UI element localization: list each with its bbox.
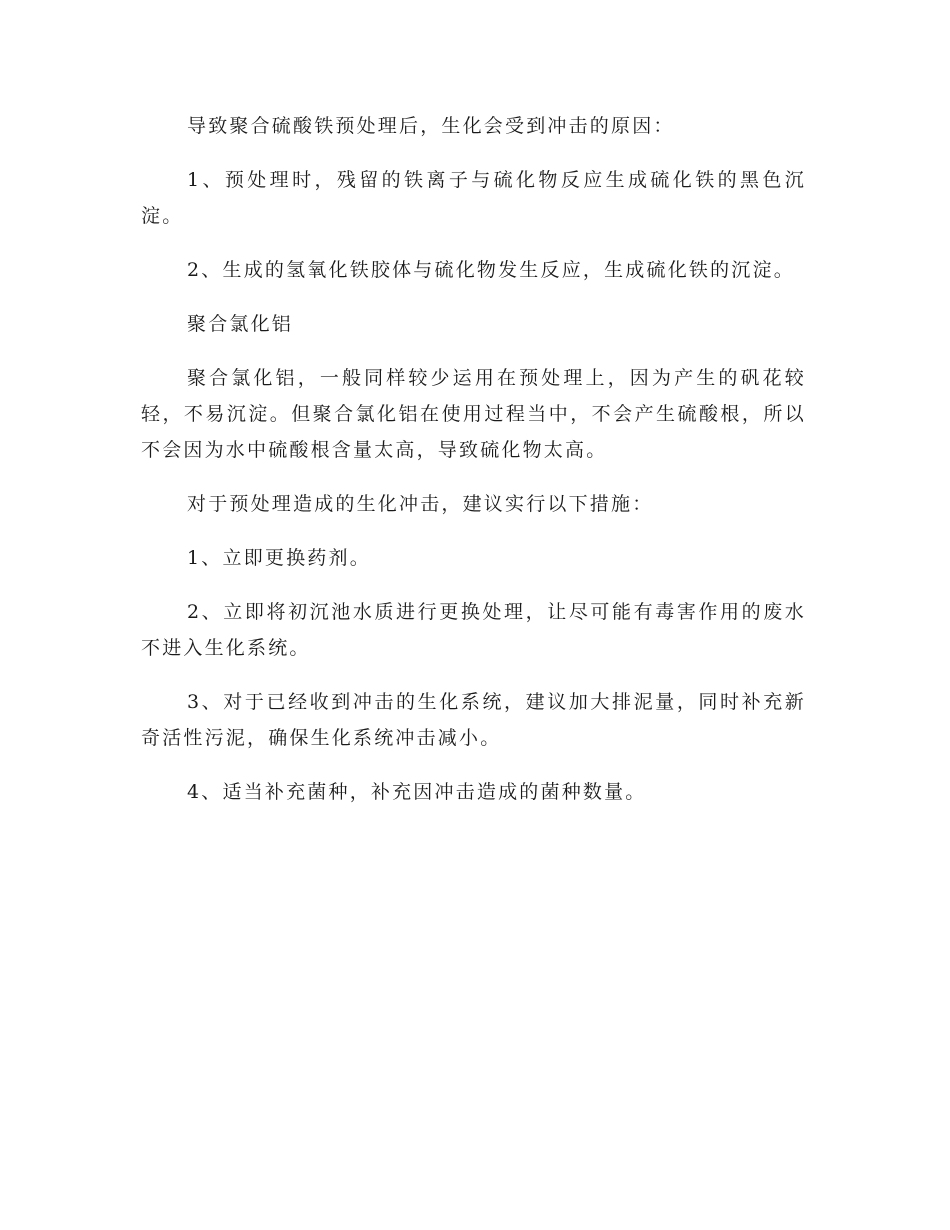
paragraph-measure-3: 3、对于已经收到冲击的生化系统，建议加大排泥量，同时补充新奇活性污泥，确保生化系统冲击减小。 — [141, 691, 806, 749]
paragraph-measure-2: 2、立即将初沉池水质进行更换处理，让尽可能有毒害作用的废水不进入生化系统。 — [141, 601, 806, 659]
paragraph-intro: 导致聚合硫酸铁预处理后，生化会受到冲击的原因： — [187, 115, 675, 137]
paragraph-measures-intro: 对于预处理造成的生化冲击，建议实行以下措施： — [187, 493, 654, 515]
paragraph-measure-4: 4、适当补充菌种，补充因冲击造成的菌种数量。 — [187, 781, 647, 803]
paragraph-measure-1: 1、立即更换药剂。 — [187, 547, 371, 569]
paragraph-pac-description: 聚合氯化铝，一般同样较少运用在预处理上，因为产生的矾花较轻，不易沉淀。但聚合氯化铝在使用过程当中，不会产生硫酸根，所以不会因为水中硫酸根含量太高，导致硫化物太高。 — [141, 367, 806, 461]
document-body — [141, 108, 806, 828]
paragraph-cause-2: 2、生成的氢氧化铁胶体与硫化物发生反应，生成硫化铁的沉淀。 — [187, 259, 795, 281]
paragraph-cause-1: 1、预处理时，残留的铁离子与硫化物反应生成硫化铁的黑色沉淀。 — [141, 169, 806, 227]
section-heading-pac: 聚合氯化铝 — [187, 313, 294, 335]
